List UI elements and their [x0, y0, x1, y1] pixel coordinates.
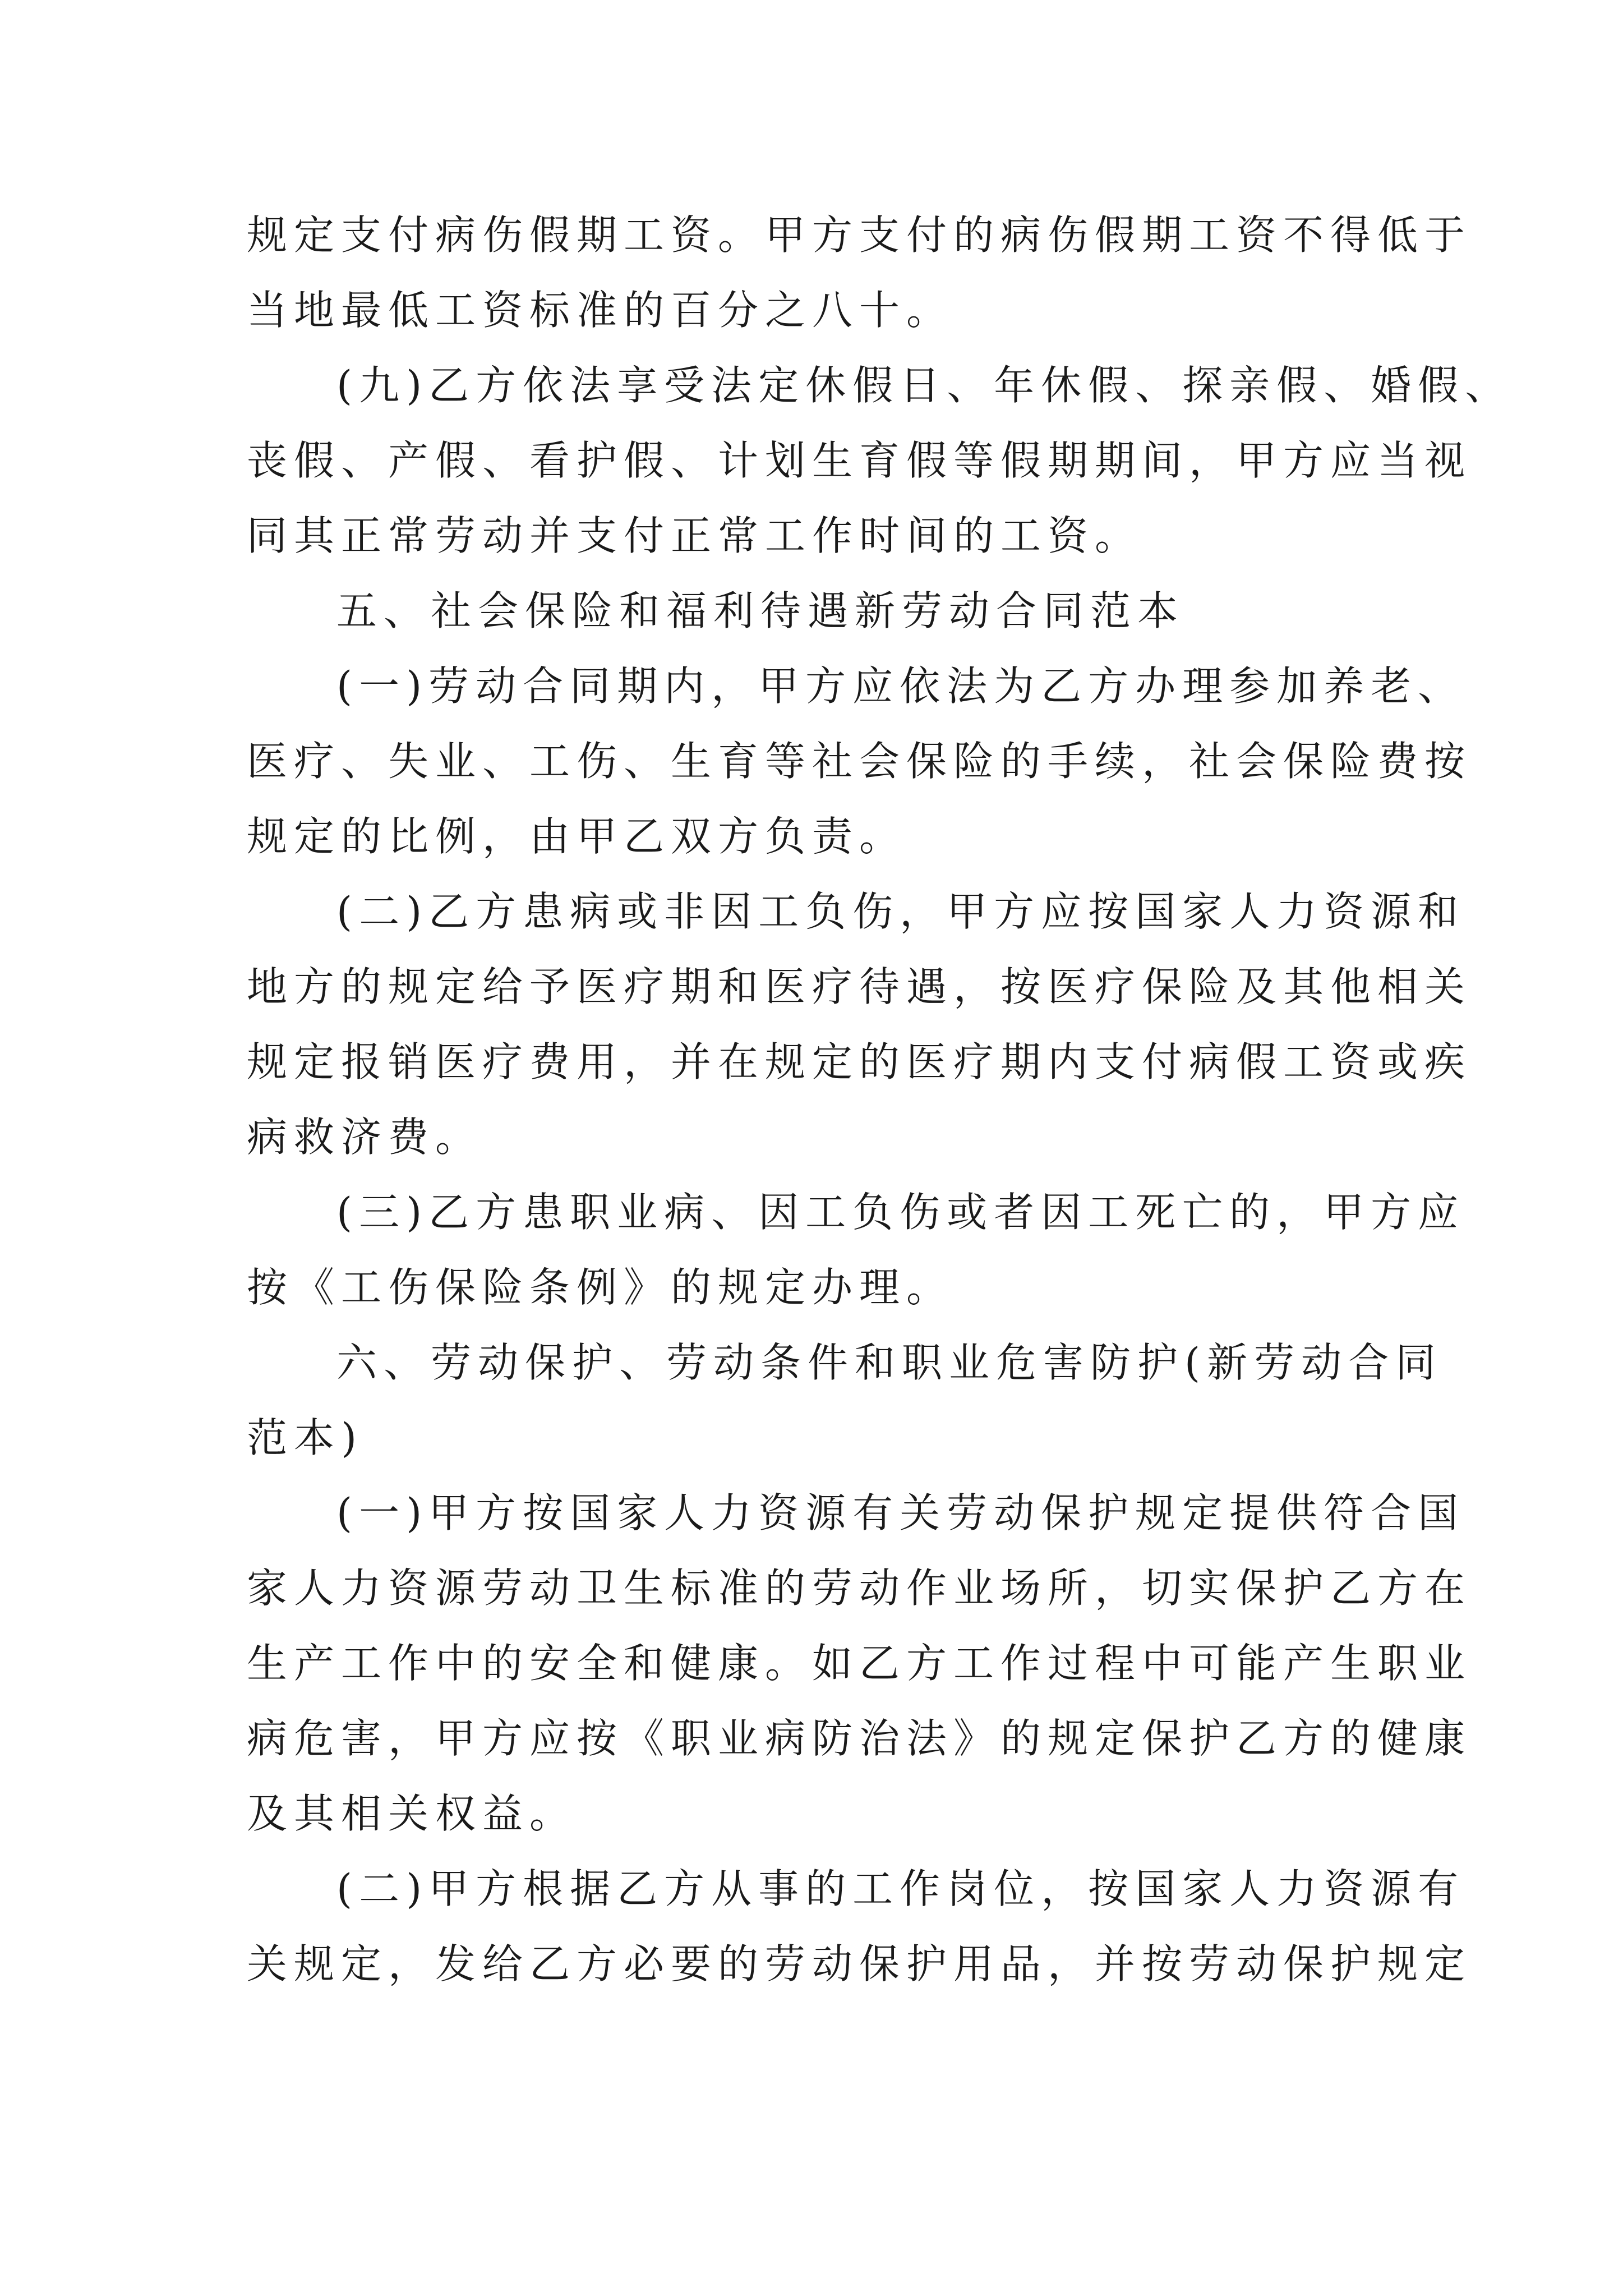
text-line: 按《工伤保险条例》的规定办理。	[247, 1264, 954, 1311]
section-heading-5	[247, 573, 1391, 648]
text-line: 地方的规定给予医疗期和医疗待遇，按医疗保险及其他相关	[247, 963, 1472, 1010]
text-line: (二)乙方患病或非因工负伤，甲方应按国家人力资源和	[336, 888, 1465, 935]
section-heading: 五、社会保险和福利待遇新劳动合同范本	[336, 587, 1185, 634]
section-heading: 六、劳动保护、劳动条件和职业危害防护(新劳动合同	[336, 1339, 1443, 1386]
text-line: 医疗、失业、工伤、生育等社会保险的手续，社会保险费按	[247, 738, 1472, 785]
text-line: (一)甲方按国家人力资源有关劳动保护规定提供符合国	[336, 1489, 1465, 1536]
text-line: (九)乙方依法享受法定休假日、年休假、探亲假、婚假、	[336, 362, 1513, 409]
text-line: 规定的比例，由甲乙双方负责。	[247, 813, 907, 860]
section-heading: 范本)	[247, 1414, 364, 1461]
paragraph-clause-5-2	[247, 874, 1472, 1175]
text-line: (一)劳动合同期内，甲方应依法为乙方办理参加养老、	[336, 662, 1465, 710]
text-line: 丧假、产假、看护假、计划生育假等假期期间，甲方应当视	[247, 437, 1472, 484]
paragraph-clause-5-3	[247, 1175, 1465, 1325]
text-line: 关规定，发给乙方必要的劳动保护用品，并按劳动保护规定	[247, 1940, 1472, 1987]
text-line: 规定支付病伤假期工资。甲方支付的病伤假期工资不得低于	[247, 211, 1472, 259]
paragraph-clause-9	[247, 348, 1513, 573]
paragraph-clause-6-1	[247, 1475, 1472, 1851]
text-line: (三)乙方患职业病、因工负伤或者因工死亡的，甲方应	[336, 1189, 1465, 1236]
text-line: (二)甲方根据乙方从事的工作岗位，按国家人力资源有	[336, 1865, 1465, 1912]
paragraph-clause-5-1	[247, 648, 1472, 874]
text-line: 生产工作中的安全和健康。如乙方工作过程中可能产生职业	[247, 1640, 1472, 1687]
text-line: 及其相关权益。	[247, 1790, 577, 1837]
text-line: 家人力资源劳动卫生标准的劳动作业场所，切实保护乙方在	[247, 1565, 1472, 1612]
text-line: 病危害，甲方应按《职业病防治法》的规定保护乙方的健康	[247, 1715, 1472, 1762]
document-body	[247, 197, 1513, 2001]
text-line: 同其正常劳动并支付正常工作时间的工资。	[247, 512, 1142, 559]
section-heading-6	[247, 1325, 1443, 1475]
text-line: 当地最低工资标准的百分之八十。	[247, 287, 954, 334]
paragraph-sick-leave-pay	[247, 197, 1472, 348]
text-line: 病救济费。	[247, 1114, 483, 1161]
paragraph-clause-6-2	[247, 1851, 1472, 2001]
text-line: 规定报销医疗费用，并在规定的医疗期内支付病假工资或疾	[247, 1038, 1472, 1085]
